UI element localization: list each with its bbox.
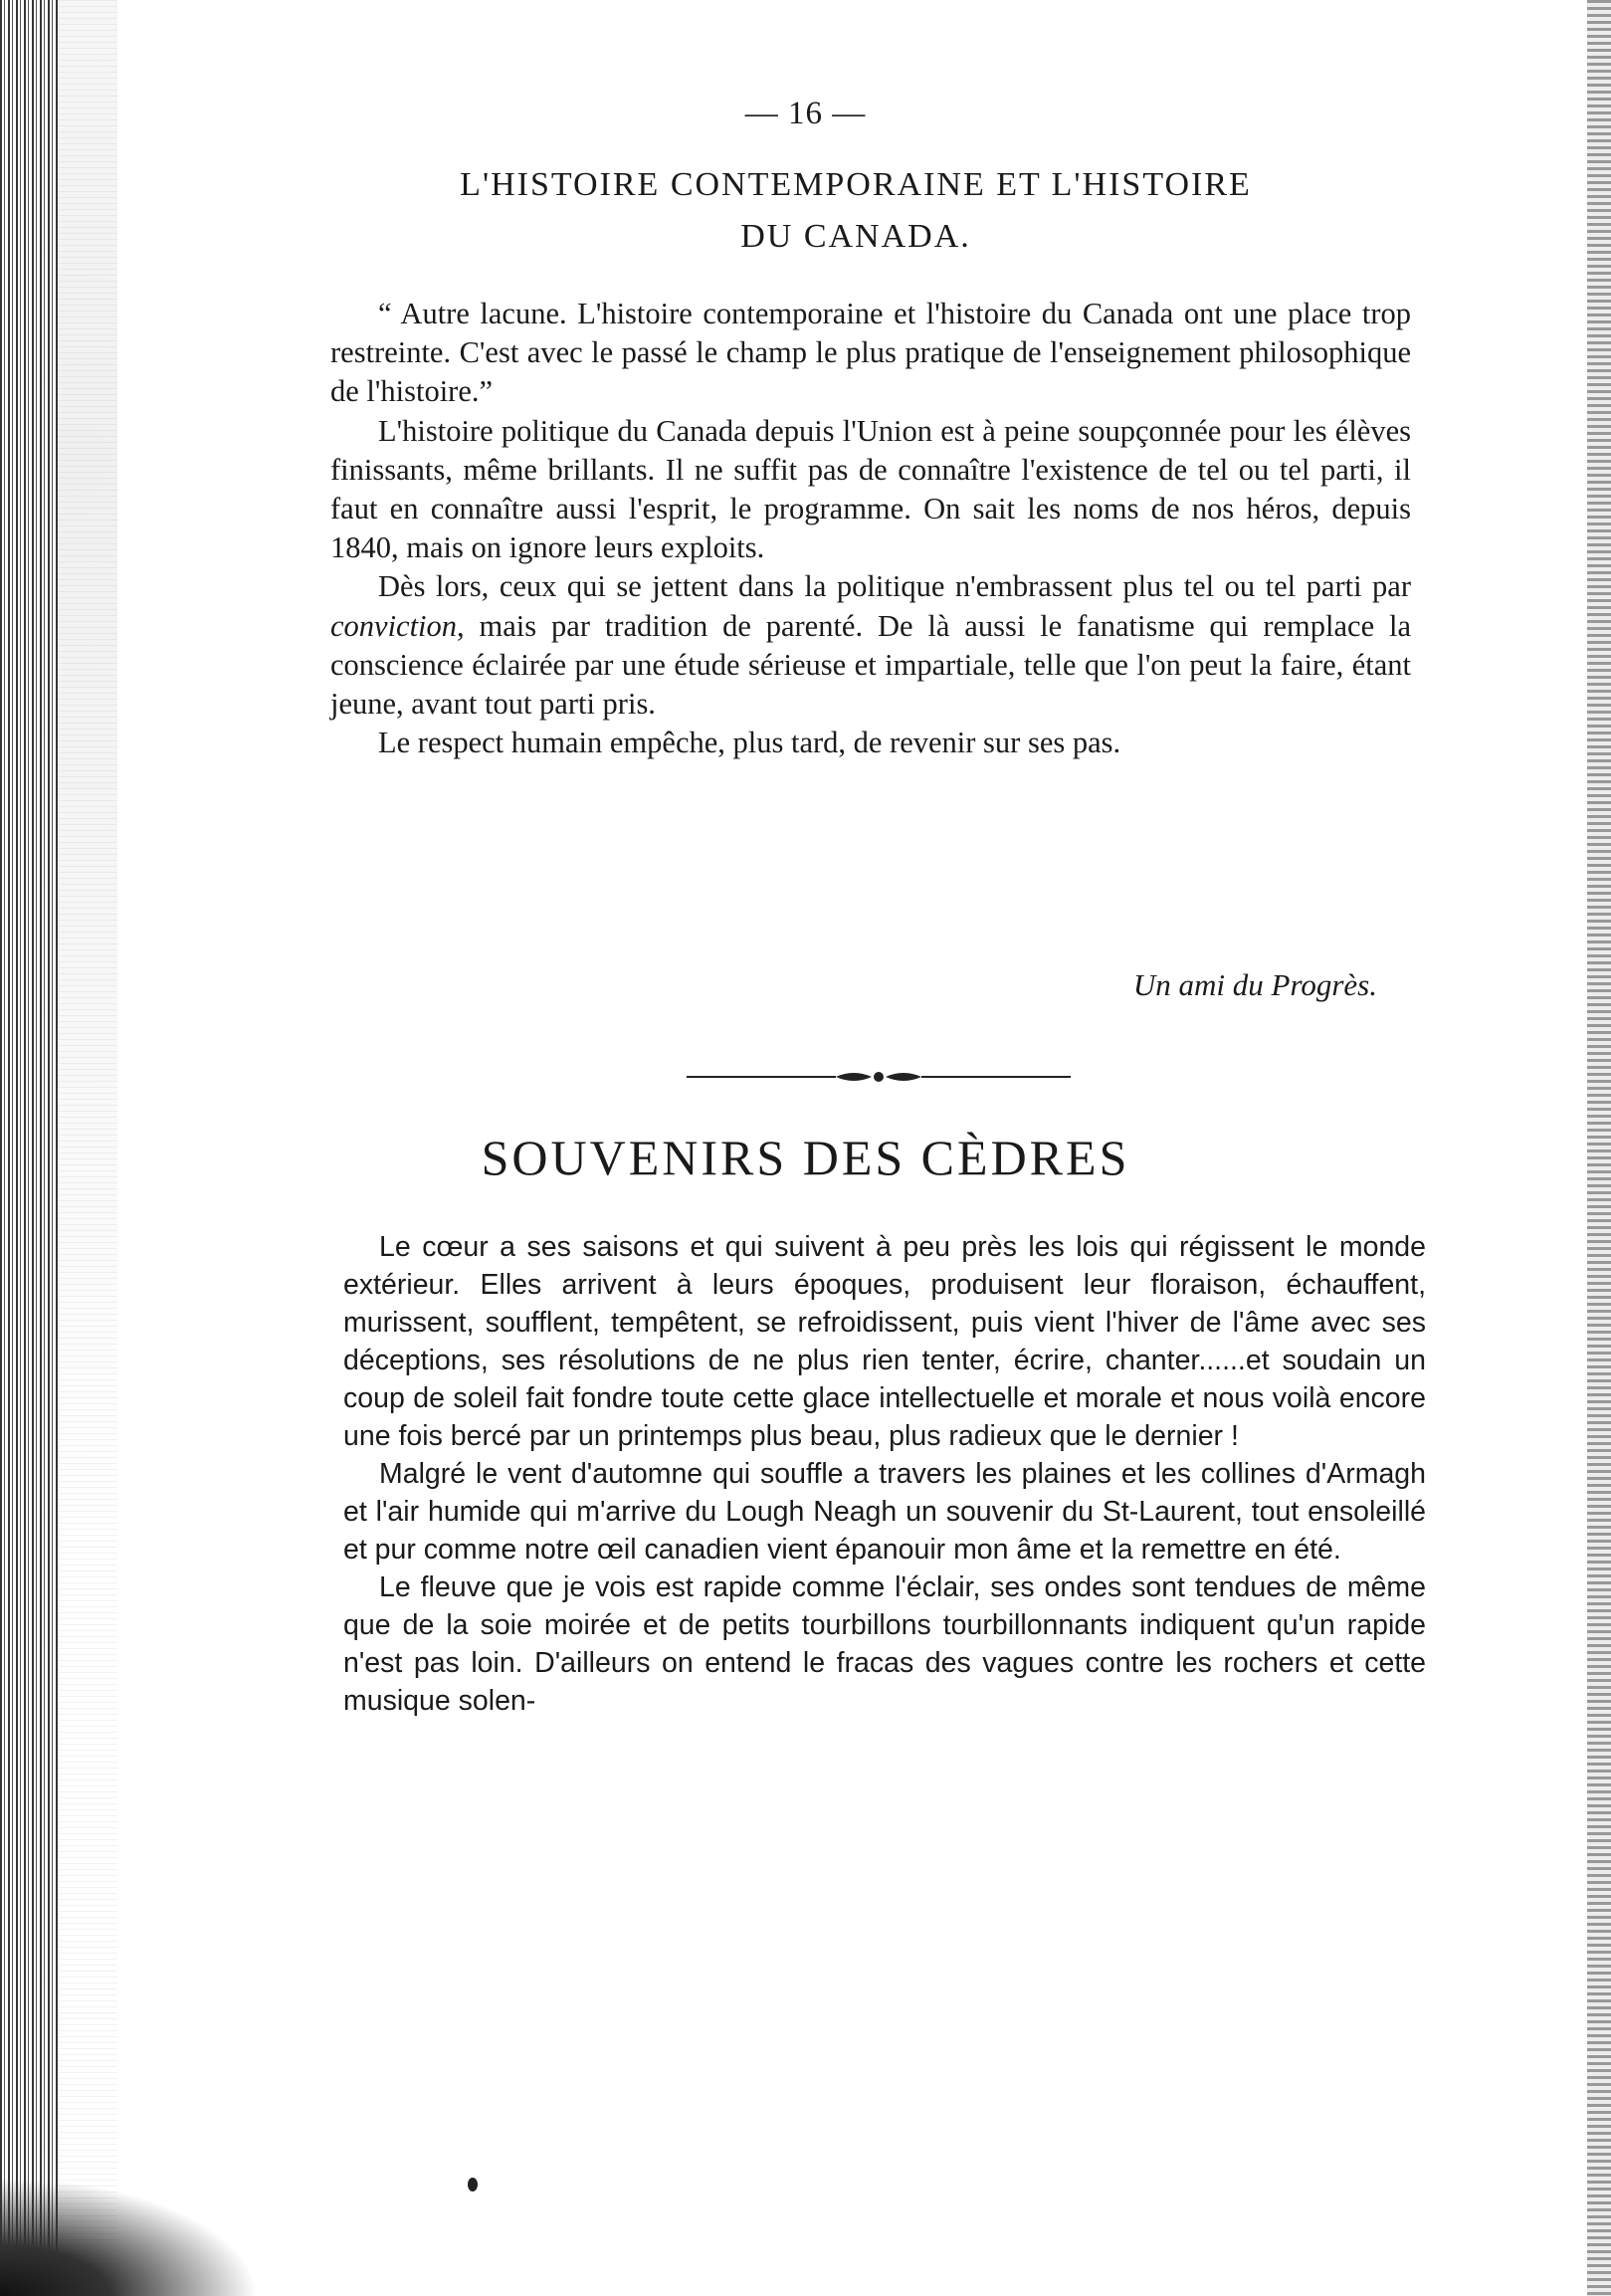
article-body-souvenirs — [343, 1228, 1426, 1720]
paragraph: Le respect humain empêche, plus tard, de revenir sur ses pas. — [378, 726, 1121, 760]
article-body-histoire — [330, 295, 1411, 762]
page-number: — 16 — — [744, 96, 867, 131]
paragraph: “ Autre lacune. L'histoire contemporaine et l'histoire du Canada ont une place trop restreinte. C'est avec le passé le champ le plus pratique de l'enseignement philosophique de l'histoire.” — [330, 297, 1411, 409]
ornament-divider — [687, 1065, 1071, 1089]
paragraph: L'histoire politique du Canada depuis l'Union est à peine soupçonnée pour les élèves finissants, même brillants. Il ne suffit pas de connaître l'existence de tel ou tel parti, il faut en connaître aussi l'esprit, le programme. On sait les noms de nos héros, depuis 1840, mais on ignore leurs exploits. — [330, 413, 1411, 565]
signature: Un ami du Progrès. — [1132, 967, 1377, 1002]
emphasis: conviction — [330, 608, 458, 643]
paragraph: Le fleuve que je vois est rapide comme l'éclair, ses ondes sont tendues de même que de la soie moirée et de petits tourbillons tourbillonnants indiquent qu'un rapide n'est pas loin. D'ailleurs on entend le fracas des vagues contre les rochers et cette musique solen- — [343, 1571, 1426, 1717]
paragraph-text: Dès lors, ceux qui se jettent dans la politique n'embrassent plus tel ou tel parti par conviction, mais par tradition de parenté. De là aussi le fanatisme qui remplace la conscience éclairée par une étude sérieuse et impartiale, telle que l'on peut la faire, étant jeune, avant tout parti pris. — [330, 569, 1411, 722]
ink-spot — [468, 2178, 478, 2192]
section-title-line-2: DU CANADA. — [740, 218, 971, 255]
paragraph — [330, 567, 1411, 724]
section-title-histoire — [328, 159, 1383, 263]
paragraph: Le cœur a ses saisons et qui suivent à peu près les lois qui régissent le monde extérieur. Elles arrivent à leurs époques, produisent leur floraison, échauffent, murissent, soufflent, tempêtent, se refroidissent, puis vient l'hiver de l'âme avec ses déceptions, ses résolutions de ne plus rien tenter, écrire, chanter......et soudain un coup de soleil fait fondre toute cette glace intellectuelle et morale et nous voilà encore une fois bercé par un printemps plus beau, plus radieux que le dernier ! — [343, 1231, 1426, 1452]
section-title-line-1: L'HISTOIRE CONTEMPORAINE ET L'HISTOIRE — [460, 166, 1252, 203]
section-title-souvenirs: SOUVENIRS DES CÈDRES — [481, 1130, 1130, 1185]
scan-corner-shadow — [0, 2177, 259, 2296]
paragraph: Malgré le vent d'automne qui souffle a travers les plaines et les collines d'Armagh et l'air humide qui m'arrive du Lough Neagh un souvenir du St-Laurent, tout ensoleillé et pur comme notre œil canadien vient épanouir mon âme et la remettre en été. — [343, 1458, 1426, 1565]
